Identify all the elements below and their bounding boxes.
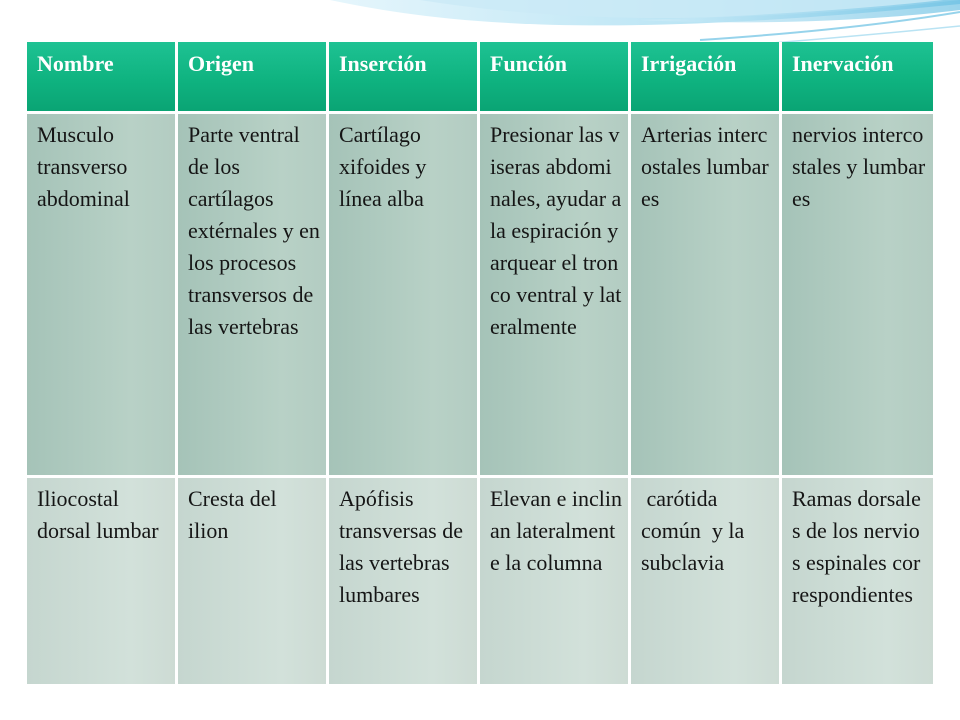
table-row xyxy=(27,478,933,684)
cell-funcion: Elevan e inclinan lateralmente la columna xyxy=(480,478,631,684)
header-inervacion: Inervación xyxy=(782,42,933,114)
cell-funcion: Presionar las viseras abdominales, ayudar a la espiración y arquear el tronco ventral y lateralmente xyxy=(480,114,631,478)
header-origen: Origen xyxy=(178,42,329,114)
cell-inervacion: nervios intercostales y lumbares xyxy=(782,114,933,478)
header-nombre: Nombre xyxy=(27,42,178,114)
table-header-row xyxy=(27,42,933,114)
cell-irrigacion: Arterias intercostales lumbares xyxy=(631,114,782,478)
table-row xyxy=(27,114,933,478)
cell-irrigacion: carótida común y la subclavia xyxy=(631,478,782,684)
header-funcion: Función xyxy=(480,42,631,114)
header-irrigacion: Irrigación xyxy=(631,42,782,114)
cell-nombre: Musculo transverso abdominal xyxy=(27,114,178,478)
cell-inervacion: Ramas dorsales de los nervios espinales correspondientes xyxy=(782,478,933,684)
cell-origen: Parte ventral de los cartílagos extérnales y en los procesos transversos de las vertebras xyxy=(178,114,329,478)
cell-insercion: Apófisis transversas de las vertebras lumbares xyxy=(329,478,480,684)
muscle-table xyxy=(27,42,933,684)
cell-insercion: Cartílago xifoides y línea alba xyxy=(329,114,480,478)
header-insercion: Inserción xyxy=(329,42,480,114)
cell-nombre: Iliocostal dorsal lumbar xyxy=(27,478,178,684)
cell-origen: Cresta del ilion xyxy=(178,478,329,684)
